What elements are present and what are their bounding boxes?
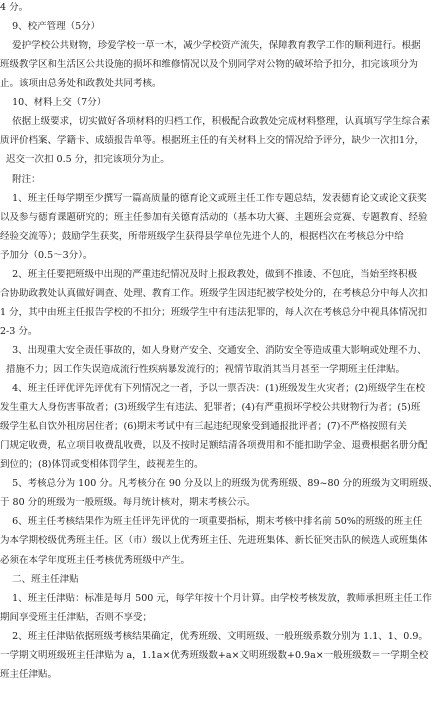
text-line: 10、材料上交（7分） — [0, 97, 107, 109]
text-line: 期间享受班主任津贴，否则不享受； — [0, 611, 153, 623]
text-line: 于 80 分的班级为一般班级。每月统计核对，期末考核公示。 — [0, 497, 256, 509]
text-line: 9、校产管理（5分） — [0, 21, 101, 33]
text-line: 门规定收费，私立项目收费乱收费，以及不按时足额结清各项费用和不能扣助学金、退费根据名册分配 — [0, 440, 428, 452]
text-line: 到位的；(8)体罚或变相体罚学生，歧视差生的。 — [0, 459, 204, 471]
text-line: 必须在本学年度班主任考核优秀班级中产生。 — [0, 554, 191, 566]
text-line: 质评价档案、学籍卡、成绩报告单等。根据班主任的有关材料上交的情况给予评分，缺少一次扣1分， — [0, 135, 425, 147]
text-line: 措施不力；因工作失误造成流行性疾病暴发流行的；视情节取消其当月甚至一学期班主任津贴。 — [0, 363, 406, 375]
text-line: 二、班主任津贴 — [0, 573, 79, 585]
text-line: 一学期文明班级班主任津贴为 a，1.1a×优秀班级数+a×文明班级数+0.9a×一般班级数＝一学期全校 — [0, 649, 429, 661]
text-line: 2、班主任津贴依据班级考核结果确定，优秀班级、文明班级、一般班级系数分别为 1.1、1、0.9。 — [0, 630, 428, 642]
text-line: 以及参与德育课题研究的；班主任参加有关德育活动的（基本功大赛、主题班会竞赛、专题教育、经验 — [0, 211, 428, 223]
text-line: 3、出现重大安全责任事故的，如人身财产安全、交通安全、消防安全等造成重大影响或处理不力、 — [0, 344, 427, 356]
text-line: 1、班主任津贴：标准是每月 500 元，每学年按十个月计算。由学校考核发放，教师承担班主任工作 — [0, 592, 432, 604]
text-line: 为本学期校级优秀班主任。区（市）级以上优秀班主任、先进班集体、新长征突击队的候选人或班集体 — [0, 535, 428, 547]
text-line: 5、考核总分为 100 分。凡考核分在 90 分及以上的班级为优秀班级、89~80 分的班级为文明班级、 — [0, 478, 438, 490]
text-line: 级学生私自饮外租房居住者；(6)期末考试中有三起违纪现象受到通报批评者；(7)不严格按照有关 — [0, 421, 407, 433]
text-line: 班主任津贴。 — [0, 668, 58, 680]
text-line: 发生重大人身伤害事故者；(3)班级学生有违法、犯罪者；(4)有严重损坏学校公共财物行为者；(5)班 — [0, 402, 421, 414]
text-line: 2-3 分。 — [0, 325, 38, 337]
text-line: 附注： — [0, 173, 41, 185]
text-line: 班级教学区和生活区公共设施的损坏和维修情况以及个别同学对公物的破坏给予扣分，扣完该项分为 — [0, 59, 419, 71]
text-line: 合协助政教处认真做好调查、处理、教育工作。班级学生因违纪被学校处分的，在考核总分中每人次扣 — [0, 287, 428, 299]
text-line: 2、班主任要把班级中出现的严重违纪情况及时上报政教处，做到不推诿、不包庇，当始至终积极 — [0, 268, 418, 280]
text-line: 1 分，其中由班主任报告学校的不扣分；班级学生中有违法犯罪的，每人次在考核总分中视具体情况扣 — [0, 306, 428, 318]
text-line: 4、班主任评优评先评优有下列情况之一者，予以一票否决：(1)班级发生火灾者；(2)班级学生在校 — [0, 383, 426, 394]
text-line: 经验交流等）；鼓励学生获奖，所带班级学生获得县学单位先进个人的，根据档次在考核总分中给 — [0, 230, 404, 242]
text-line: 予加分（0.5～3分）。 — [0, 249, 93, 261]
text-line: 迟交一次扣 0.5 分，扣完该项分为止。 — [0, 154, 170, 166]
text-line: 止。该项由总务处和政教处共同考核。 — [0, 78, 162, 90]
text-line: 4 分。 — [0, 2, 29, 13]
text-line: 爱护学校公共财物，珍爱学校一草一木，减少学校资产流失，保障教育教学工作的顺利进行。根据 — [0, 40, 421, 52]
text-line: 1、班主任每学期至少撰写一篇高质量的德育论文或班主任工作专题总结，发表德育论文或论文获奖 — [0, 192, 427, 204]
text-line: 6、班主任考核结果作为班主任评先评优的一项重要指标，期末考核中排名前 50%的班级的班主任 — [0, 516, 423, 528]
text-line: 依据上级要求，切实做好各项材料的归档工作，积极配合政教处完成材料整理，认真填写学生综合素 — [0, 116, 431, 128]
